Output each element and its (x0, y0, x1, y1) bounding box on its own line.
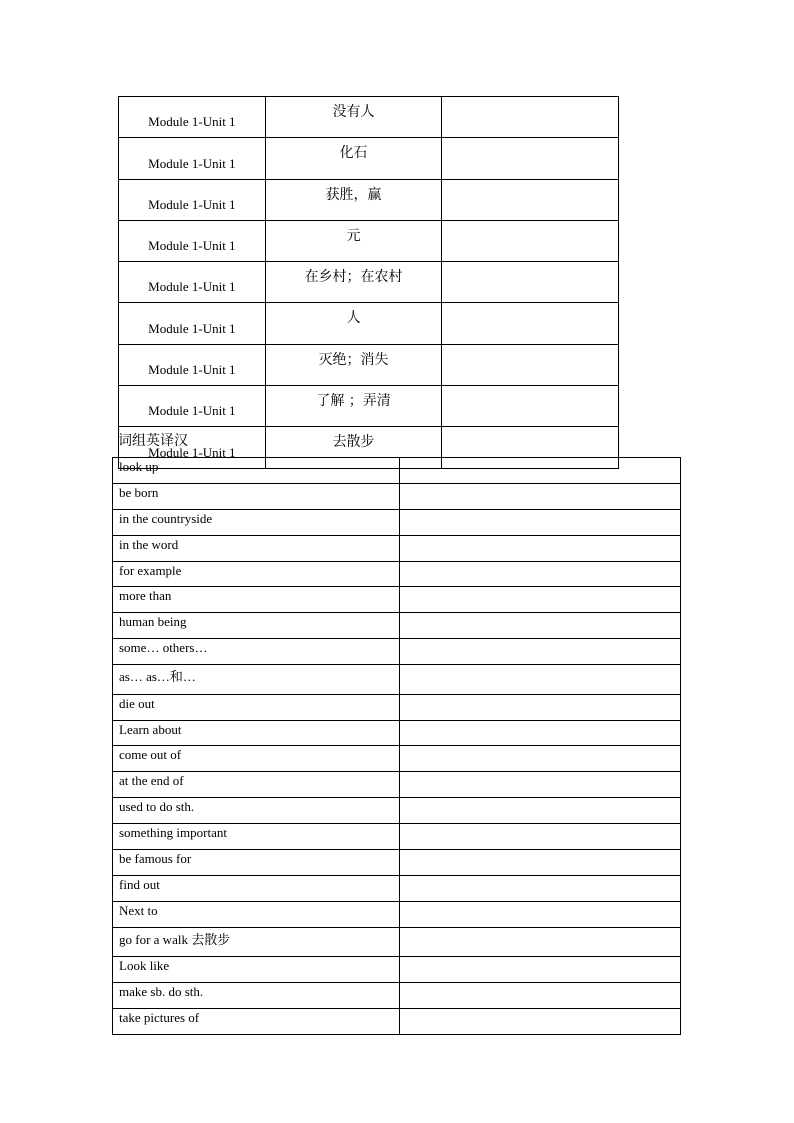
unit-cell: Module 1-Unit 1 (119, 179, 266, 220)
table-row (113, 957, 681, 983)
phrase-cell: in the word (113, 535, 400, 561)
answer-cell[interactable] (400, 535, 681, 561)
chinese-cell: 人 (265, 303, 442, 344)
chinese-cell: 获胜，赢 (265, 179, 442, 220)
phrase-cell: used to do sth. (113, 798, 400, 824)
table-row (113, 1008, 681, 1034)
answer-cell[interactable] (442, 220, 619, 261)
chinese-cell: 灭绝；消失 (265, 344, 442, 385)
answer-cell[interactable] (400, 927, 681, 957)
phrase-cell: more than (113, 587, 400, 613)
table-row (113, 535, 681, 561)
phrase-cell: come out of (113, 746, 400, 772)
unit-cell: Module 1-Unit 1 (119, 386, 266, 427)
table-row (113, 927, 681, 957)
chinese-cell: 在乡村；在农村 (265, 262, 442, 303)
phrase-cell: die out (113, 694, 400, 720)
table-row (113, 772, 681, 798)
phrase-cell: something important (113, 824, 400, 850)
phrase-cell: Next to (113, 901, 400, 927)
table-row (113, 746, 681, 772)
phrase-cell: find out (113, 875, 400, 901)
table-row (113, 483, 681, 509)
table-row (113, 720, 681, 746)
table-row (119, 344, 619, 385)
answer-cell[interactable] (442, 344, 619, 385)
answer-cell[interactable] (400, 901, 681, 927)
answer-cell[interactable] (400, 694, 681, 720)
table-row (119, 97, 619, 138)
answer-cell[interactable] (400, 720, 681, 746)
table-row (113, 639, 681, 665)
answer-cell[interactable] (442, 386, 619, 427)
answer-cell[interactable] (400, 483, 681, 509)
vocab-table (118, 96, 619, 469)
table-row (113, 509, 681, 535)
answer-cell[interactable] (400, 957, 681, 983)
chinese-cell: 元 (265, 220, 442, 261)
phrase-cell: at the end of (113, 772, 400, 798)
phrase-cell: Learn about (113, 720, 400, 746)
phrase-cell: take pictures of (113, 1008, 400, 1034)
answer-cell[interactable] (400, 983, 681, 1009)
answer-cell[interactable] (400, 824, 681, 850)
unit-cell: Module 1-Unit 1 (119, 220, 266, 261)
unit-cell: Module 1-Unit 1 (119, 427, 266, 468)
answer-cell[interactable] (400, 1008, 681, 1034)
chinese-cell: 了解 ；弄清 (265, 386, 442, 427)
unit-cell: Module 1-Unit 1 (119, 138, 266, 179)
unit-cell: Module 1-Unit 1 (119, 303, 266, 344)
answer-cell[interactable] (442, 97, 619, 138)
table-row (113, 901, 681, 927)
unit-cell: Module 1-Unit 1 (119, 344, 266, 385)
table-row (113, 561, 681, 587)
table-row (113, 798, 681, 824)
answer-cell[interactable] (400, 613, 681, 639)
phrase-cell: human being (113, 613, 400, 639)
answer-cell[interactable] (400, 509, 681, 535)
table-row (119, 386, 619, 427)
table-row (113, 613, 681, 639)
answer-cell[interactable] (400, 798, 681, 824)
answer-cell[interactable] (400, 639, 681, 665)
answer-cell[interactable] (442, 262, 619, 303)
answer-cell[interactable] (400, 561, 681, 587)
answer-cell[interactable] (400, 587, 681, 613)
table-row (119, 138, 619, 179)
table-row (113, 875, 681, 901)
table-row (119, 220, 619, 261)
table-row (119, 179, 619, 220)
phrase-cell: look up (113, 458, 400, 484)
answer-cell[interactable] (442, 179, 619, 220)
table-row (113, 587, 681, 613)
phrase-cell: some… others… (113, 639, 400, 665)
phrase-table (112, 457, 681, 1035)
table-row (113, 665, 681, 695)
table-row (113, 849, 681, 875)
section-heading: 词组英译汉 (118, 433, 188, 449)
unit-cell: Module 1-Unit 1 (119, 262, 266, 303)
phrase-cell: go for a walk 去散步 (113, 927, 400, 957)
table-row (119, 262, 619, 303)
chinese-cell: 化石 (265, 138, 442, 179)
answer-cell[interactable] (400, 875, 681, 901)
table-row (113, 694, 681, 720)
answer-cell[interactable] (442, 303, 619, 344)
answer-cell[interactable] (400, 665, 681, 695)
chinese-cell: 没有人 (265, 97, 442, 138)
table-row (113, 824, 681, 850)
phrase-cell: be born (113, 483, 400, 509)
answer-cell[interactable] (400, 458, 681, 484)
phrase-cell: as… as…和… (113, 665, 400, 695)
answer-cell[interactable] (400, 849, 681, 875)
answer-cell[interactable] (400, 746, 681, 772)
phrase-cell: Look like (113, 957, 400, 983)
table-row (113, 458, 681, 484)
table-row (113, 983, 681, 1009)
answer-cell[interactable] (400, 772, 681, 798)
answer-cell[interactable] (442, 138, 619, 179)
table-row (119, 303, 619, 344)
phrase-cell: be famous for (113, 849, 400, 875)
unit-cell: Module 1-Unit 1 (119, 97, 266, 138)
phrase-cell: in the countryside (113, 509, 400, 535)
chinese-cell: 去散步 (265, 427, 442, 468)
phrase-cell: make sb. do sth. (113, 983, 400, 1009)
phrase-cell: for example (113, 561, 400, 587)
